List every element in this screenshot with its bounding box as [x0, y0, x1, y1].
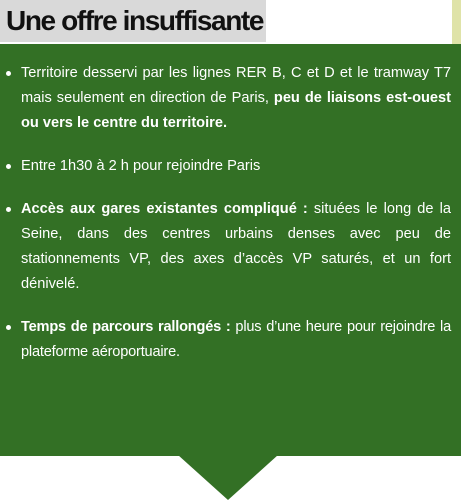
page-title: Une offre insuffisante	[6, 5, 264, 36]
bullet-text: Entre 1h30 à 2 h pour rejoindre Paris	[21, 158, 261, 174]
title-banner	[0, 0, 266, 42]
bullet-text: situées le long de la Seine, dans des centres urbains denses avec peu de stationnements VP, des axes d’accès VP saturés, et un fort dénivelé.	[21, 201, 451, 292]
bullet-bold-text: peu de liaisons est-ouest ou vers le centre du territoire.	[21, 90, 452, 131]
bullet-dot-icon	[6, 207, 11, 212]
bullet-list	[0, 61, 461, 383]
bullet-text: plus d’une heure pour rejoindre la plateforme aéroportuaire.	[21, 319, 451, 360]
bullet-item-duree-paris	[0, 154, 461, 179]
bullet-dot-icon	[6, 71, 11, 76]
panel-down-arrow	[178, 455, 278, 500]
bullet-dot-icon	[6, 325, 11, 330]
bullet-text: Territoire desservi par les lignes RER B, C et D et le tramway T7 mais seulement en direction de Paris,	[21, 65, 451, 106]
bullet-bold-text: Accès aux gares existantes compliqué :	[21, 201, 308, 217]
bullet-dot-icon	[6, 164, 11, 169]
bullet-item-temps-parcours	[0, 315, 461, 365]
bullet-item-acces-gares	[0, 197, 461, 297]
bullet-bold-text: Temps de parcours rallongés :	[21, 319, 231, 335]
bullet-item-desserte	[0, 61, 461, 136]
